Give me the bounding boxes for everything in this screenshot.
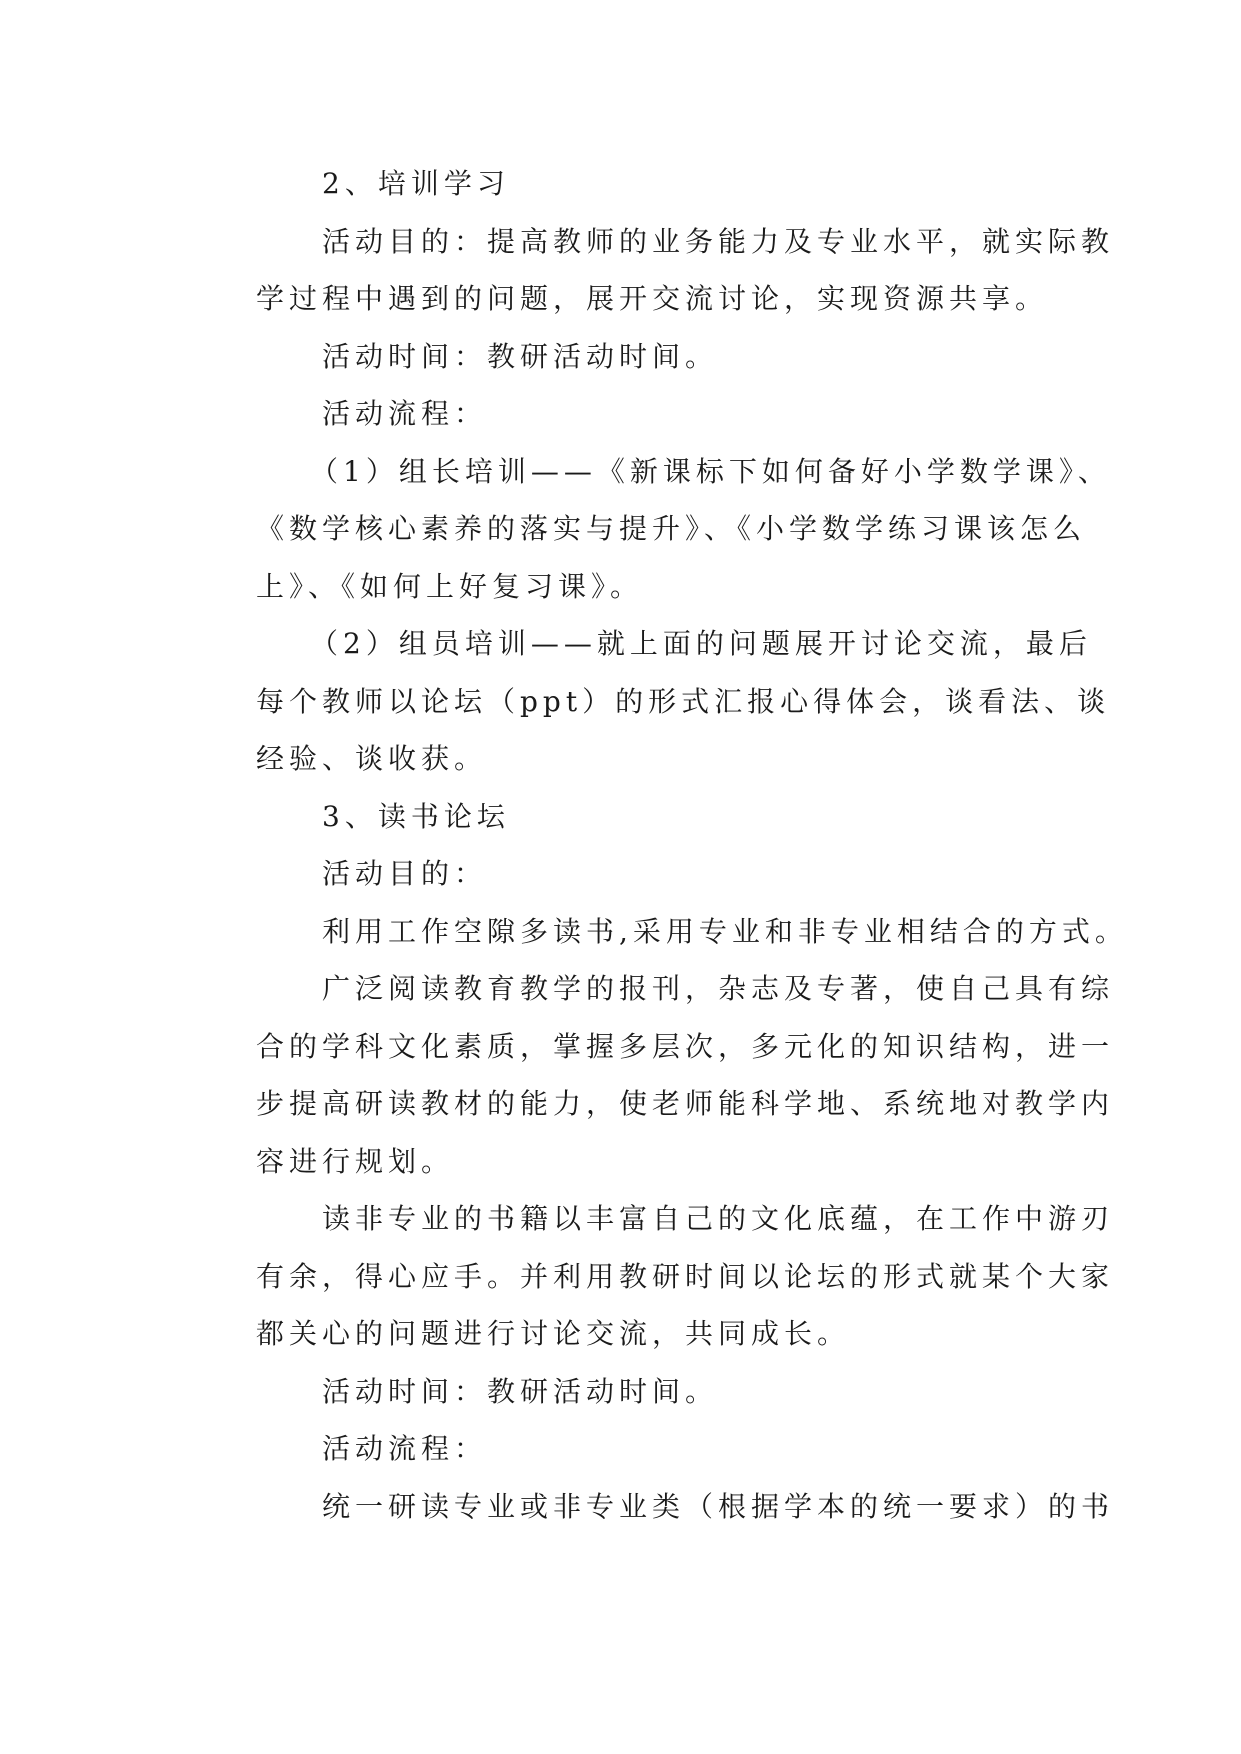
paragraph-flow-item-1 [190, 443, 1111, 616]
paragraph-flow-label-reading [190, 1420, 1052, 1478]
text-line: 上》、《如何上好复习课》。 [256, 569, 644, 603]
paragraph-purpose-reading-a [190, 903, 1128, 961]
text-line: 步提高研读教材的能力，使老师能科学地、系统地对教学内 [256, 1087, 1115, 1120]
text-line: （1）组长培训——《新课标下如何备好小学数学课》、 [310, 454, 1111, 488]
text-line: 读非专业的书籍以丰富自己的文化底蕴，在工作中游刃 [322, 1202, 1115, 1235]
paragraph-flow-label-training [190, 385, 1052, 443]
paragraph-purpose-reading-c [190, 1190, 1115, 1363]
text-line: （2）组员培训——就上面的问题展开讨论交流，最后 [310, 627, 1092, 660]
text-line: 容进行规划。 [256, 1144, 455, 1178]
paragraph-purpose-label-reading [190, 845, 1052, 903]
text-line: 广泛阅读教育教学的报刊，杂志及专著，使自己具有综 [322, 972, 1115, 1005]
paragraph-flow-reading [190, 1478, 1115, 1536]
text-line: 活动目的：提高教师的业务能力及专业水平，就实际教 [322, 224, 1115, 258]
text-line: 利用工作空隙多读书,采用专业和非专业相结合的方式。 [322, 914, 1128, 948]
text-line: 统一研读专业或非专业类（根据学本的统一要求）的书 [322, 1489, 1115, 1523]
paragraph-time-training [190, 328, 1052, 386]
text-line: 都关心的问题进行讨论交流，共同成长。 [256, 1317, 851, 1350]
document-body [190, 155, 1128, 1535]
text-line: 有余，得心应手。并利用教研时间以论坛的形式就某个大家 [256, 1259, 1115, 1293]
text-line: 活动目的： [322, 857, 488, 890]
paragraph-flow-item-2 [190, 615, 1111, 788]
section-heading-training [190, 155, 1052, 213]
text-line: 活动时间：教研活动时间。 [322, 1374, 719, 1408]
paragraph-time-reading [190, 1363, 1052, 1421]
text-line: 活动流程： [322, 1432, 488, 1465]
text-line: 2、培训学习 [322, 167, 510, 200]
text-line: 合的学科文化素质，掌握多层次，多元化的知识结构，进一 [256, 1029, 1115, 1063]
text-line: 经验、谈收获。 [256, 742, 488, 775]
text-line: 活动流程： [322, 397, 488, 430]
text-line: 学过程中遇到的问题，展开交流讨论，实现资源共享。 [256, 282, 1049, 315]
paragraph-purpose-training [190, 213, 1115, 328]
paragraph-purpose-reading-b [190, 960, 1115, 1190]
text-line: 3、读书论坛 [322, 799, 510, 833]
section-heading-reading-forum [190, 788, 1052, 846]
text-line: 《数学核心素养的落实与提升》、《小学数学练习课该怎么 [256, 512, 1087, 545]
text-line: 活动时间：教研活动时间。 [322, 339, 719, 373]
text-line: 每个教师以论坛（ppt）的形式汇报心得体会，谈看法、谈 [256, 684, 1111, 718]
